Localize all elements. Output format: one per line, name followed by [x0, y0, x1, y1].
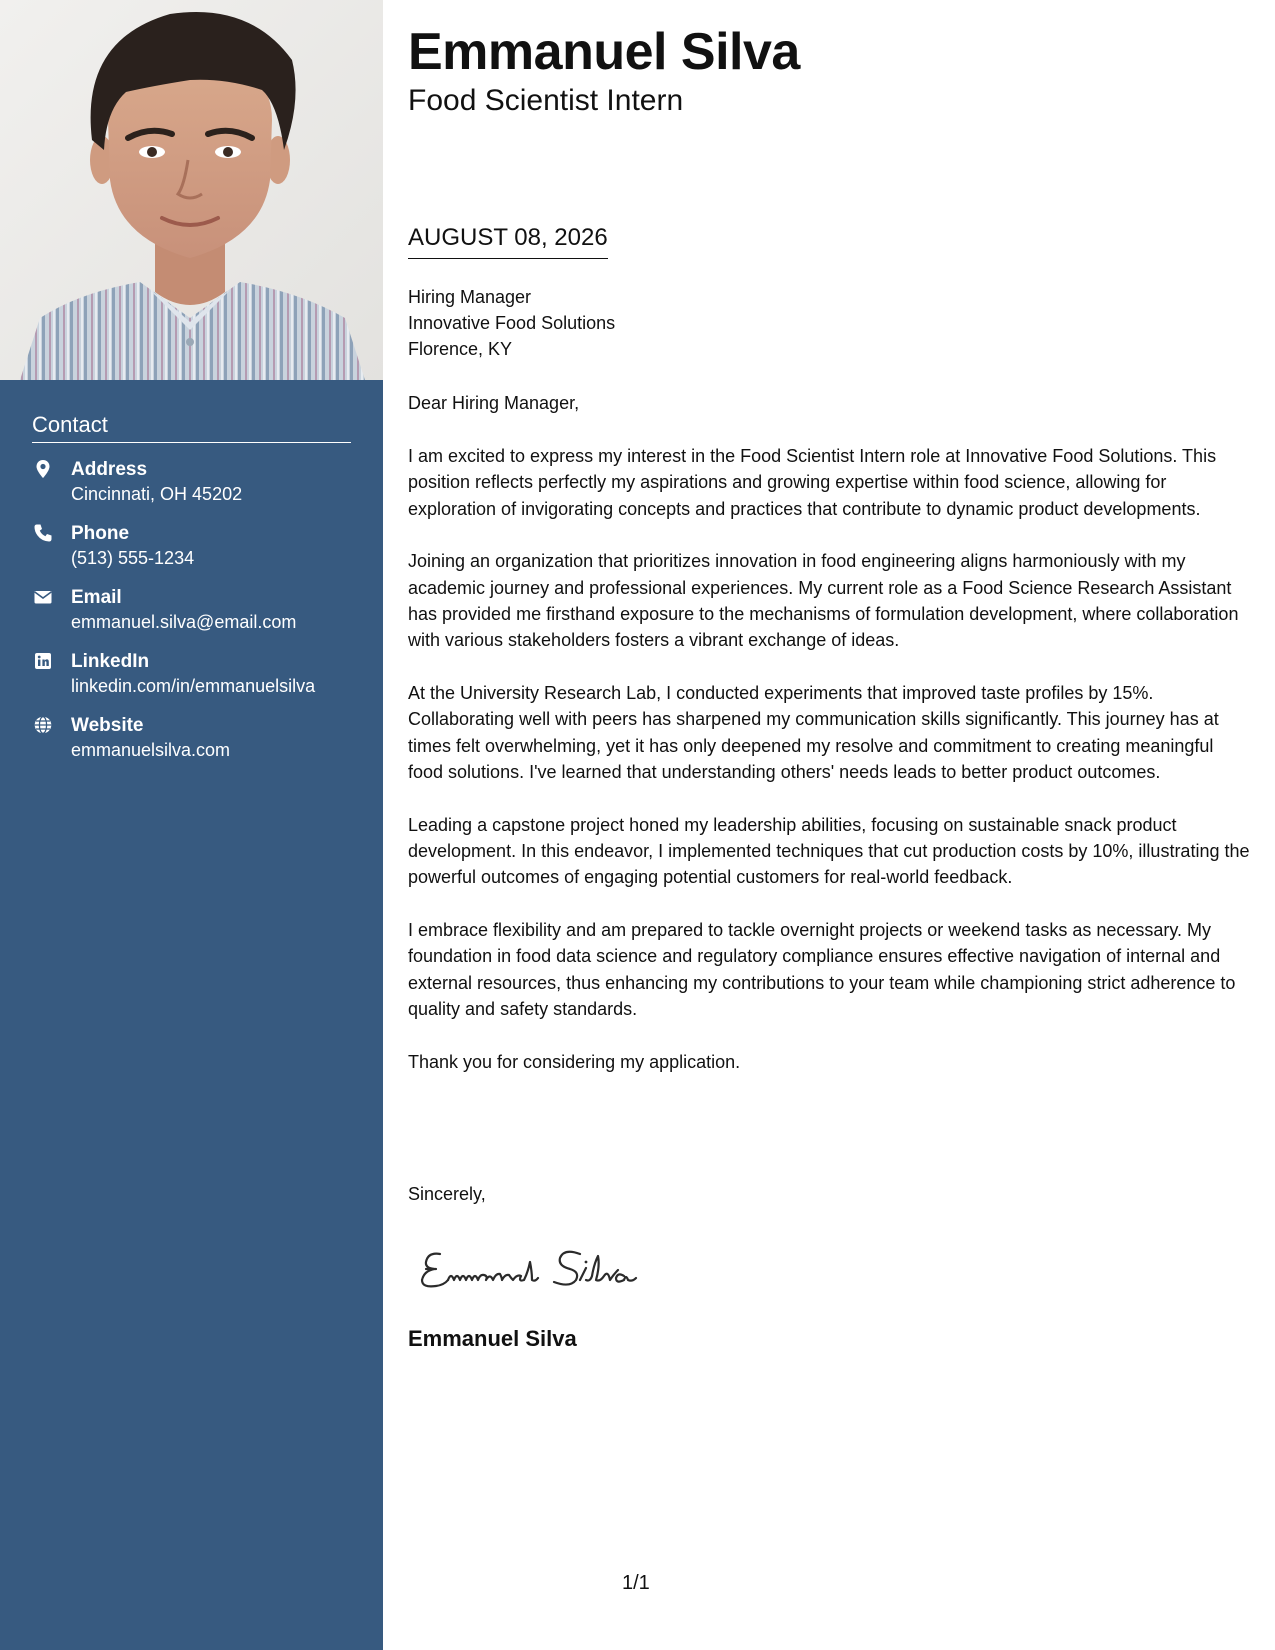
profile-photo: [0, 0, 383, 380]
body-paragraph: I am excited to express my interest in the Food Scientist Intern role at Innovative Food Solutions. This position reflects perfectly my aspirations and growing expertise within food science, allowing for exploration of invigorating concepts and practices that contribute to dynamic product developments.: [408, 446, 1217, 519]
contact-linkedin: [32, 649, 351, 699]
phone-value: (513) 555-1234: [71, 548, 195, 568]
contact-section: [32, 412, 351, 763]
globe-icon: [33, 715, 53, 735]
signed-name: Emmanuel Silva: [408, 1326, 577, 1351]
contact-label: LinkedIn: [71, 651, 150, 672]
body-paragraph: Joining an organization that prioritizes innovation in food engineering aligns harmoniously with my academic journey and professional experiences. My current role as a Food Science Research Assistant has provided me firsthand exposure to the mechanisms of formulation development, where collaboration with various stakeholders fosters a vibrant exchange of ideas.: [408, 551, 1239, 651]
address-value: Cincinnati, OH 45202: [71, 484, 243, 504]
contact-label: Address: [71, 459, 148, 480]
contact-address: [32, 457, 351, 507]
handwritten-signature: [414, 1238, 684, 1298]
recipient-company: Innovative Food Solutions: [408, 313, 616, 333]
contact-label: Phone: [71, 523, 130, 544]
linkedin-icon: [33, 651, 53, 671]
letter-body: [408, 443, 1253, 1102]
contact-label: Website: [71, 715, 144, 736]
contact-phone: [32, 521, 351, 571]
sidebar: [0, 0, 383, 1650]
website-link[interactable]: emmanuelsilva.com: [71, 740, 231, 760]
recipient-block: [408, 284, 615, 362]
map-pin-icon: [33, 459, 53, 479]
salutation: Dear Hiring Manager,: [408, 393, 580, 413]
candidate-name: Emmanuel Silva: [408, 23, 800, 81]
body-paragraph: Thank you for considering my application.: [408, 1051, 741, 1072]
email-link[interactable]: emmanuel.silva@email.com: [71, 612, 297, 632]
body-paragraph: At the University Research Lab, I conducted experiments that improved taste profiles by 15%. Collaborating well with peers has sharpened my communication skills significantly. This journey has at times felt overwhelming, yet it has only deepened my resolve and commitment to creating meaningful food solutions. I've learned that understanding others' needs leads to better product outcomes.: [408, 683, 1219, 782]
recipient-location: Florence, KY: [408, 339, 513, 359]
linkedin-link[interactable]: linkedin.com/in/emmanuelsilva: [71, 676, 316, 696]
letter-date: AUGUST 08, 2026: [408, 224, 608, 259]
contact-website: [32, 713, 351, 763]
recipient-title: Hiring Manager: [408, 287, 532, 307]
phone-icon: [33, 523, 53, 543]
candidate-role: Food Scientist Intern: [408, 84, 684, 117]
contact-heading: Contact: [32, 412, 351, 443]
closing: Sincerely,: [408, 1184, 486, 1204]
contact-label: Email: [71, 587, 122, 608]
envelope-icon: [33, 587, 53, 607]
body-paragraph: I embrace flexibility and am prepared to tackle overnight projects or weekend tasks as necessary. My foundation in food data science and regulatory compliance ensures effective navigation of internal and external resources, thus enhancing my contributions to your team while championing strict adherence to quality and safety standards.: [408, 920, 1236, 1020]
body-paragraph: Leading a capstone project honed my leadership abilities, focusing on sustainable snack product development. In this endeavor, I implemented techniques that cut production costs by 10%, illustrating the powerful outcomes of engaging potential customers for real-world feedback.: [408, 814, 1250, 888]
page-number: 1/1: [622, 1572, 650, 1594]
contact-email: [32, 585, 351, 635]
